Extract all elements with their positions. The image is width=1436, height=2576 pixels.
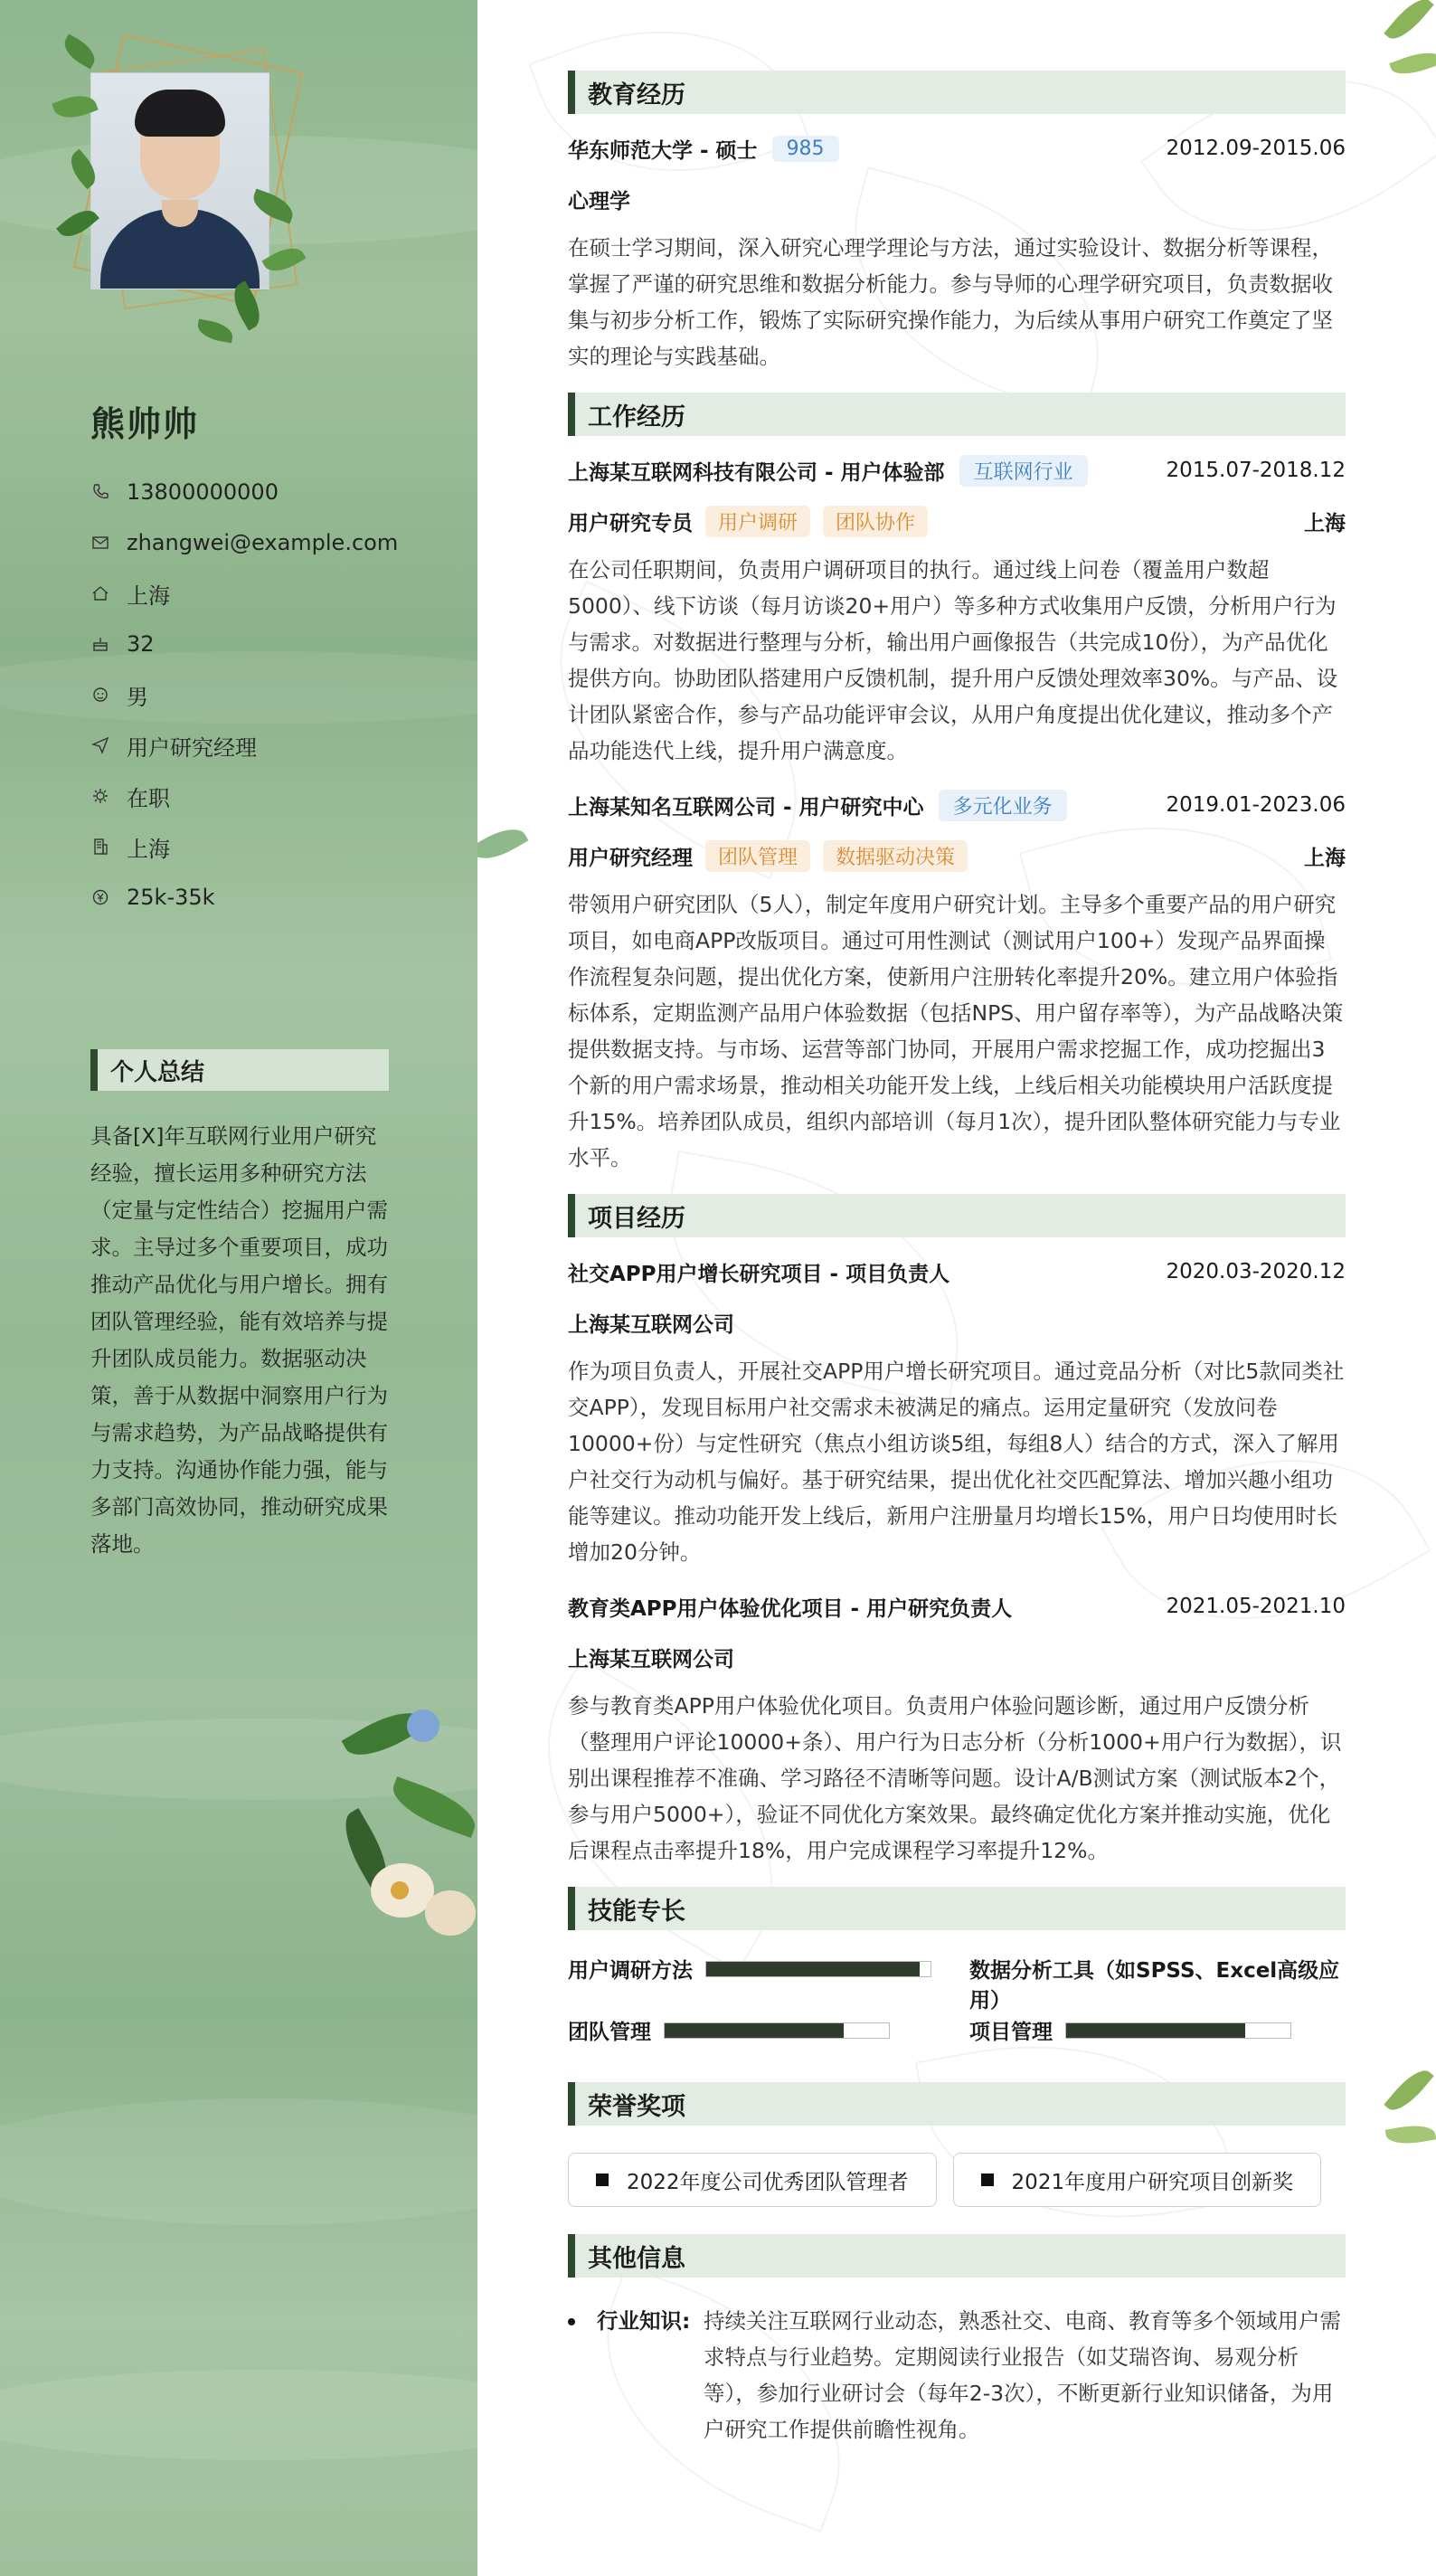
work-date: 2019.01-2023.06 bbox=[1166, 793, 1346, 817]
honor-text: 2021年度用户研究项目创新奖 bbox=[1011, 2170, 1294, 2194]
info-row-salary bbox=[90, 872, 398, 923]
info-row-email bbox=[90, 517, 398, 568]
education-date: 2012.09-2015.06 bbox=[1166, 137, 1346, 160]
education-school: 华东师范大学 - 硕士 bbox=[568, 138, 758, 163]
info-row-city bbox=[90, 821, 398, 872]
status-text: 在职 bbox=[127, 785, 170, 811]
project-header bbox=[568, 1581, 1346, 1632]
location-text: 上海 bbox=[127, 582, 170, 609]
info-row-position bbox=[90, 720, 398, 771]
education-section-title: 教育经历 bbox=[568, 71, 1346, 114]
honor-item bbox=[568, 2153, 937, 2207]
work-city: 上海 bbox=[1304, 846, 1346, 870]
send-icon bbox=[90, 735, 110, 755]
project-date: 2021.05-2021.10 bbox=[1166, 1595, 1346, 1618]
education-description: 在硕士学习期间，深入研究心理学理论与方法，通过实验设计、数据分析等课程，掌握了严谨的研究思维和数据分析能力。参与导师的心理学研究项目，负责数据收集与初步分析工作，锻炼了实际研究操作能力，为后续从事用户研究工作奠定了坚实的理论与实践基础。 bbox=[568, 235, 1333, 369]
other-info-item bbox=[568, 2303, 1346, 2448]
work-description: 在公司任职期间，负责用户调研项目的执行。通过线上问卷（覆盖用户数超5000）、线下访谈（每月访谈20+用户）等多种方式收集用户反馈，分析用户行为与需求。对数据进行整理与分析，输出用户画像报告（共完成10份），为产品优化提供方向。协助团队搭建用户反馈机制，提升用户反馈处理效率30%。与产品、设计团队紧密合作，参与产品功能评审会议，从用户角度提出优化建议，推动多个产品功能迭代上线，提升用户满意度。 bbox=[568, 557, 1338, 763]
work-description: 带领用户研究团队（5人），制定年度用户研究计划。主导多个重要产品的用户研究项目，如电商APP改版项目。通过可用性测试（测试用户100+）发现产品界面操作流程复杂问题，提出优化方案，使新用户注册转化率提升20%。建立用户体验指标体系，定期监测产品用户体验数据（包括NPS、用户留存率等），为产品战略决策提供数据支持。与市场、运营等部门协同，开展用户需求挖掘工作，成功挖掘出3个新的用户需求场景，推动相关功能开发上线，上线后相关功能模块用户活跃度提升15%。培养团队成员，组织内部培训（每月1次），提升团队整体研究能力与专业水平。 bbox=[568, 892, 1344, 1170]
summary-section-title: 个人总结 bbox=[90, 1049, 389, 1091]
leaf-decoration bbox=[1384, 0, 1433, 46]
project-header bbox=[568, 1246, 1346, 1297]
skill-name: 团队管理 bbox=[568, 2021, 651, 2044]
skill-name: 数据分析工具（如SPSS、Excel高级应用） bbox=[969, 1959, 1340, 2012]
info-row-age bbox=[90, 619, 398, 669]
work-role-row bbox=[568, 496, 1346, 546]
photo-frame bbox=[71, 33, 307, 358]
project-org: 上海某互联网公司 bbox=[568, 1312, 734, 1337]
bg-wash bbox=[0, 2370, 477, 2460]
info-row-location bbox=[90, 568, 398, 619]
work-role-row bbox=[568, 830, 1346, 881]
leaf-decoration bbox=[477, 820, 528, 868]
skill-name: 项目管理 bbox=[969, 2021, 1053, 2044]
leaf-decoration bbox=[1384, 2063, 1433, 2117]
skills-section-title: 技能专长 bbox=[568, 1887, 1346, 1930]
skill-bar bbox=[705, 1961, 931, 1977]
phone-icon bbox=[90, 482, 110, 502]
work-item bbox=[568, 445, 1346, 769]
honors-section-title: 荣誉奖项 bbox=[568, 2082, 1346, 2126]
bg-wash bbox=[0, 2098, 477, 2225]
education-tag: 985 bbox=[772, 136, 839, 162]
bullet-icon bbox=[568, 2318, 575, 2325]
leaf-decoration bbox=[1385, 2121, 1436, 2147]
work-city: 上海 bbox=[1304, 511, 1346, 535]
work-role: 用户研究经理 bbox=[568, 846, 693, 870]
skill-item bbox=[969, 2015, 1291, 2045]
leaf-decoration bbox=[59, 33, 100, 69]
square-bullet-icon bbox=[981, 2174, 994, 2186]
other-label: 行业知识: bbox=[597, 2308, 691, 2334]
contact-info-list bbox=[90, 467, 398, 923]
skill-bar-fill bbox=[665, 2023, 844, 2038]
salary-icon bbox=[90, 887, 110, 907]
work-item bbox=[568, 780, 1346, 1176]
work-industry-tag: 互联网行业 bbox=[959, 455, 1088, 487]
work-skill-tag: 用户调研 bbox=[705, 506, 810, 537]
sidebar bbox=[0, 0, 477, 2576]
home-icon bbox=[90, 583, 110, 603]
education-header bbox=[568, 123, 1346, 174]
skill-item bbox=[568, 1954, 931, 1984]
projects-section-title: 项目经历 bbox=[568, 1194, 1346, 1237]
skill-bar-fill bbox=[706, 1962, 920, 1976]
honor-text: 2022年度公司优秀团队管理者 bbox=[627, 2170, 909, 2194]
work-skill-tag: 数据驱动决策 bbox=[823, 840, 968, 872]
education-major: 心理学 bbox=[568, 189, 630, 213]
project-description: 参与教育类APP用户体验优化项目。负责用户体验问题诊断，通过用户反馈分析（整理用户评论10000+条）、用户行为日志分析（分析1000+用户行为数据），识别出课程推荐不准确、学习路径不清晰等问题。设计A/B测试方案（测试版本2个，参与用户5000+），验证不同优化方案效果。最终确定优化方案并推动实施，优化后课程点击率提升18%，用户完成课程学习率提升12%。 bbox=[568, 1693, 1342, 1863]
info-row-status bbox=[90, 771, 398, 821]
leaf-decoration bbox=[196, 319, 235, 344]
project-name: 社交APP用户增长研究项目 - 项目负责人 bbox=[568, 1262, 950, 1286]
work-role: 用户研究专员 bbox=[568, 511, 693, 535]
skill-item bbox=[969, 1954, 1346, 2013]
building-icon bbox=[90, 837, 110, 857]
profile-name: 熊帅帅 bbox=[90, 404, 200, 444]
project-date: 2020.03-2020.12 bbox=[1166, 1260, 1346, 1283]
salary-text: 25k-35k bbox=[127, 885, 215, 910]
honor-item bbox=[953, 2153, 1322, 2207]
info-row-gender bbox=[90, 669, 398, 720]
skill-bar-fill bbox=[1066, 2023, 1245, 2038]
work-section-title: 工作经历 bbox=[568, 393, 1346, 436]
work-industry-tag: 多元化业务 bbox=[939, 790, 1067, 821]
email-text: zhangwei@example.com bbox=[127, 530, 399, 555]
project-name: 教育类APP用户体验优化项目 - 用户研究负责人 bbox=[568, 1596, 1013, 1621]
skill-bar bbox=[664, 2022, 890, 2039]
skill-bar bbox=[1065, 2022, 1291, 2039]
mail-icon bbox=[90, 533, 110, 553]
work-date: 2015.07-2018.12 bbox=[1166, 459, 1346, 482]
skills-list bbox=[568, 1930, 1346, 2066]
project-org: 上海某互联网公司 bbox=[568, 1647, 734, 1672]
status-icon bbox=[90, 786, 110, 806]
skill-name: 用户调研方法 bbox=[568, 1959, 693, 1983]
project-item bbox=[568, 1246, 1346, 1570]
cake-icon bbox=[90, 634, 110, 654]
other-text: 持续关注互联网行业动态，熟悉社交、电商、教育等多个领域用户需求特点与行业趋势。定期阅读行业报告（如艾瑞咨询、易观分析等），参加行业研讨会（每年2-3次），不断更新行业知识储备，为用户研究工作提供前瞻性视角。 bbox=[704, 2308, 1341, 2442]
work-item-header bbox=[568, 445, 1346, 496]
main-content bbox=[477, 0, 1436, 2576]
flower-decoration bbox=[307, 1682, 477, 1972]
project-description: 作为项目负责人，开展社交APP用户增长研究项目。通过竞品分析（对比5款同类社交APP），发现目标用户社交需求未被满足的痛点。运用定量研究（发放问卷10000+份）与定性研究（焦点小组访谈5组，每组8人）结合的方式，深入了解用户社交行为动机与偏好。基于研究结果，提出优化社交匹配算法、增加兴趣小组功能等建议。推动功能开发上线后，新用户注册量月均增长15%，用户日均使用时长增加20分钟。 bbox=[568, 1359, 1345, 1565]
work-item-header bbox=[568, 780, 1346, 830]
other-section-title: 其他信息 bbox=[568, 2234, 1346, 2278]
summary-text: 具备[X]年互联网行业用户研究经验，擅长运用多种研究方法（定量与定性结合）挖掘用户需求。主导过多个重要项目，成功推动产品优化与用户增长。拥有团队管理经验，能有效培养与提升团队成员能力。数据驱动决策，善于从数据中洞察用户行为与需求趋势，为产品战略提供有力支持。沟通协作能力强，能与多部门高效协同，推动研究成果落地。 bbox=[90, 1123, 388, 1557]
work-skill-tag: 团队协作 bbox=[823, 506, 928, 537]
gender-text: 男 bbox=[127, 684, 148, 710]
gender-icon bbox=[90, 685, 110, 705]
honors-list bbox=[568, 2153, 1346, 2207]
city-text: 上海 bbox=[127, 836, 170, 862]
age-text: 32 bbox=[127, 631, 155, 657]
skill-item bbox=[568, 2015, 890, 2045]
work-skill-tag: 团队管理 bbox=[705, 840, 810, 872]
leaf-decoration bbox=[1389, 46, 1436, 80]
square-bullet-icon bbox=[596, 2174, 609, 2186]
project-item bbox=[568, 1581, 1346, 1869]
avatar bbox=[90, 72, 269, 289]
work-company: 上海某互联网科技有限公司 - 用户体验部 bbox=[568, 460, 945, 485]
info-row-phone bbox=[90, 467, 398, 517]
resume-content bbox=[568, 71, 1346, 2448]
position-text: 用户研究经理 bbox=[127, 734, 257, 761]
work-company: 上海某知名互联网公司 - 用户研究中心 bbox=[568, 795, 924, 819]
phone-text: 13800000000 bbox=[127, 479, 279, 505]
